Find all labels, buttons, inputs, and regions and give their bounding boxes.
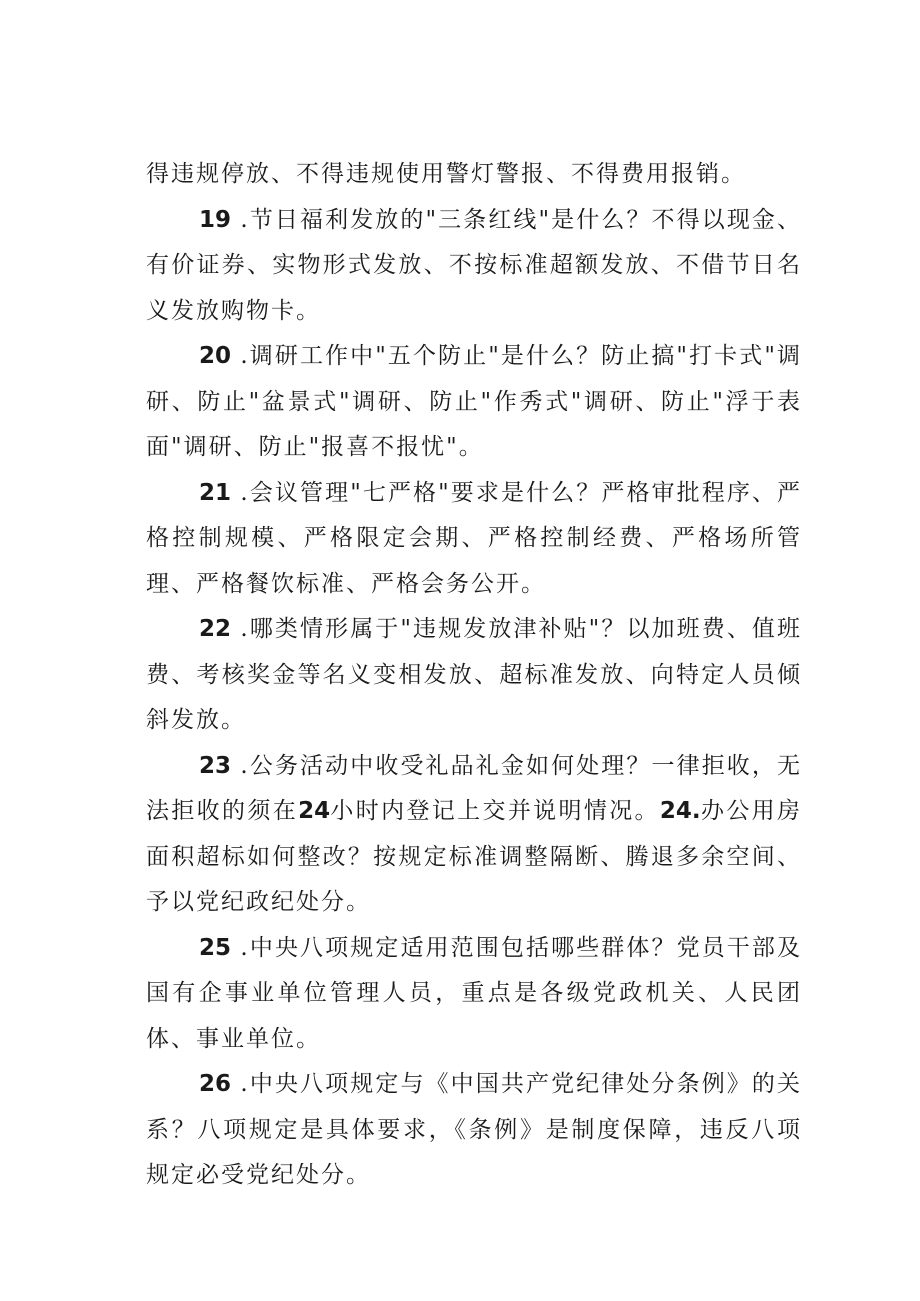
qa-item-26 [146, 1062, 802, 1199]
item-number: 19 [199, 206, 232, 233]
item-text: 办公用房面积超标如何整改？按规定标准调整隔断、腾退多余空间、予以党纪政纪处分。 [146, 798, 803, 915]
qa-item-19 [146, 198, 802, 335]
item-text: .调研工作中"五个防止"是什么？防止搞"打卡式"调研、防止"盆景式"调研、防止"作秀式"调研、防止"浮于表面"调研、防止"报喜不报忧"。 [146, 343, 802, 460]
qa-item-25 [146, 926, 802, 1063]
qa-item-23 [146, 744, 802, 926]
item-text: .中央八项规定适用范围包括哪些群体？党员干部及国有企事业单位管理人员，重点是各级党政机关、人民团体、事业单位。 [146, 934, 802, 1052]
item-number: 20 [199, 343, 232, 369]
item-number: 25 [199, 934, 232, 961]
item-text: 小时内登记上交并说明情况。 [330, 798, 660, 824]
item-number: 26 [199, 1071, 232, 1097]
qa-item-22 [146, 607, 802, 744]
qa-item-20 [146, 334, 802, 471]
inline-number: 24 [298, 798, 331, 824]
continuation-paragraph: 得违规停放、不得违规使用警灯警报、不得费用报销。 [146, 161, 746, 187]
item-text: .哪类情形属于"违规发放津补贴"？以加班费、值班费、考核奖金等名义变相发放、超标准发放、向特定人员倾斜发放。 [146, 616, 802, 733]
item-text: .中央八项规定与《中国共产党纪律处分条例》的关系？八项规定是具体要求，《条例》是制度保障，违反八项规定必受党纪处分。 [146, 1071, 802, 1188]
item-number: 21 [199, 479, 232, 506]
document-body [146, 152, 802, 1199]
qa-item-21 [146, 471, 802, 608]
inline-item-number-24: 24. [659, 798, 701, 824]
item-text: .公务活动中收受礼品礼金如何处理？一律拒收，无法拒收的须在 [146, 752, 802, 824]
item-number: 23 [199, 752, 232, 779]
item-number: 22 [199, 616, 232, 642]
item-text: .会议管理"七严格"要求是什么？严格审批程序、严格控制规模、严格限定会期、严格控制经费、严格场所管理、严格餐饮标准、严格会务公开。 [146, 479, 802, 597]
item-text: .节日福利发放的"三条红线"是什么？不得以现金、有价证券、实物形式发放、不按标准超额发放、不借节日名义发放购物卡。 [146, 206, 802, 324]
